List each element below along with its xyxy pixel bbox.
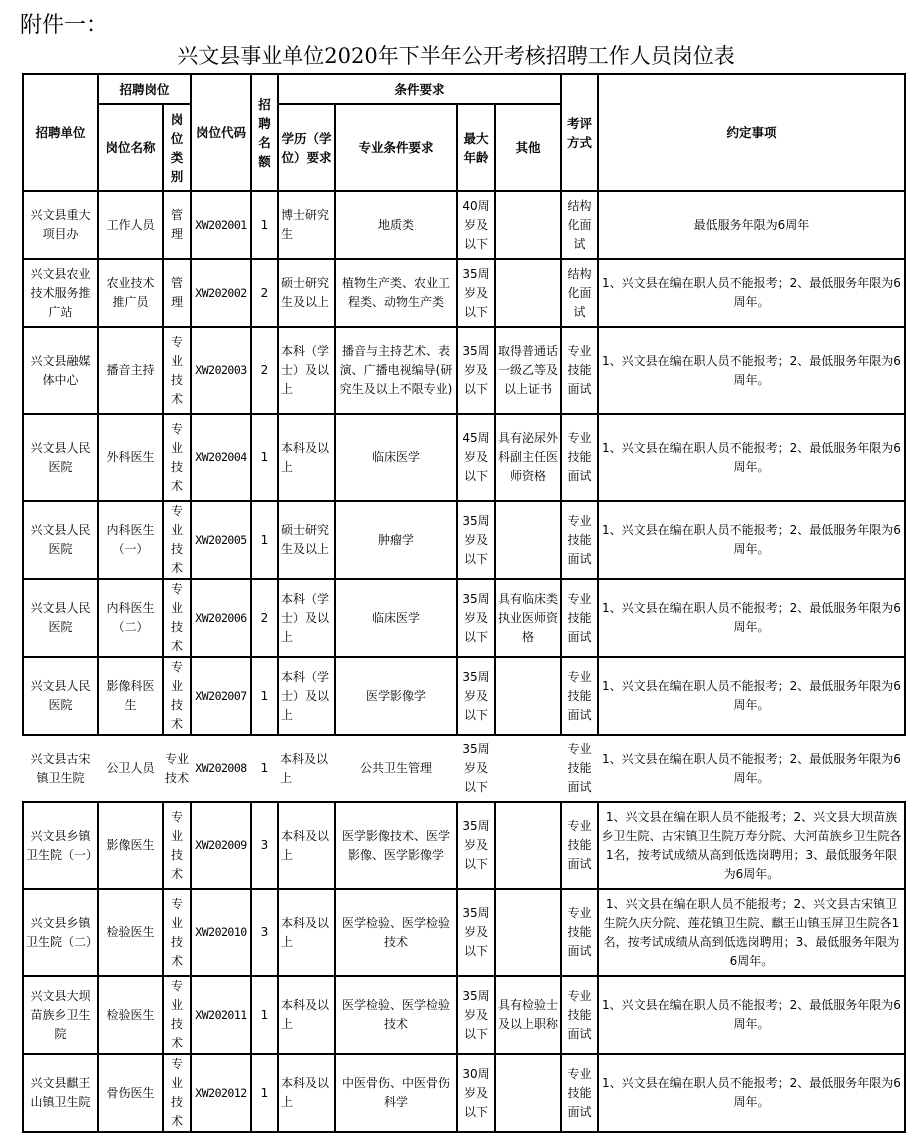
position-type-cell: 专业技术 (163, 657, 191, 735)
unit-cell: 兴文县人民医院 (23, 414, 98, 501)
position-name-cell: 工作人员 (98, 191, 163, 259)
position-code-cell: XW202005 (191, 501, 251, 579)
quota-cell: 1 (251, 191, 278, 259)
other-cell: 具有泌尿外科副主任医师资格 (495, 414, 561, 501)
major-cell: 地质类 (335, 191, 457, 259)
table-row (23, 327, 905, 414)
major-cell: 中医骨伤、中医骨伤科学 (335, 1054, 457, 1132)
position-name-cell: 内科医生（一） (98, 501, 163, 579)
assessment-cell: 专业技能面试 (567, 742, 592, 794)
notes-cell: 1、兴文县在编在职人员不能报考；2、最低服务年限为6周年。 (598, 1054, 905, 1132)
position-name-cell: 影像科医生 (98, 657, 163, 735)
quota-cell: 2 (251, 327, 278, 414)
position-code-cell: XW202009 (191, 802, 251, 889)
other-cell (495, 802, 561, 889)
position-type-cell: 专业技术 (163, 327, 191, 414)
table-row (23, 735, 905, 802)
other-cell (495, 889, 561, 976)
table-row (23, 191, 905, 259)
position-type-cell: 专业技术 (163, 802, 191, 889)
assessment-cell: 专业技能面试 (561, 889, 598, 976)
unit-cell: 兴文县人民医院 (23, 501, 98, 579)
max-age-cell: 45周岁及以下 (457, 414, 495, 501)
table-row (23, 259, 905, 327)
quota-cell: 2 (251, 579, 278, 657)
major-cell: 临床医学 (335, 579, 457, 657)
major-cell: 公共卫生管理 (359, 761, 432, 775)
position-code-cell: XW202010 (191, 889, 251, 976)
header-quota: 招聘名额 (251, 74, 278, 191)
quota-cell: 1 (251, 1054, 278, 1132)
unit-cell: 兴文县人民医院 (23, 579, 98, 657)
position-type-cell: 专业技术 (163, 579, 191, 657)
position-name-cell: 检验医生 (98, 889, 163, 976)
max-age-cell: 35周岁及以下 (457, 501, 495, 579)
max-age-cell: 35周岁及以下 (457, 657, 495, 735)
max-age-cell: 35周岁及以下 (457, 976, 495, 1054)
major-cell: 医学影像技术、医学影像、医学影像学 (335, 802, 457, 889)
position-type-cell: 专业技术 (163, 1054, 191, 1132)
notes-cell: 1、兴文县在编在职人员不能报考；2、兴文县古宋镇卫生院久庆分院、莲花镇卫生院、麒王山镇玉屏卫生院各1名，按考试成绩从高到低选岗聘用；3、最低服务年限为6周年。 (598, 889, 905, 976)
max-age-cell: 35周岁及以下 (457, 802, 495, 889)
position-type-cell: 专业技术 (163, 889, 191, 976)
position-name-cell: 骨伤医生 (98, 1054, 163, 1132)
position-type-cell: 专业技术 (163, 976, 191, 1054)
max-age-cell: 30周岁及以下 (457, 1054, 495, 1132)
positions-table (22, 73, 906, 1133)
unit-cell: 兴文县人民医院 (23, 657, 98, 735)
major-cell: 临床医学 (335, 414, 457, 501)
education-cell: 硕士研究生及以上 (278, 501, 335, 579)
position-name-cell: 内科医生（二） (98, 579, 163, 657)
header-position-type: 岗位类别 (163, 104, 191, 191)
notes-cell: 最低服务年限为6周年 (598, 191, 905, 259)
unit-cell: 兴文县大坝苗族乡卫生院 (23, 976, 98, 1054)
position-name-cell: 播音主持 (98, 327, 163, 414)
position-name-cell: 检验医生 (98, 976, 163, 1054)
major-cell: 播音与主持艺术、表演、广播电视编导(研究生及以上不限专业) (335, 327, 457, 414)
header-education: 学历（学位）要求 (278, 104, 335, 191)
position-code-cell: XW202004 (191, 414, 251, 501)
quota-cell: 2 (251, 259, 278, 327)
position-type-cell: 专业技术 (163, 501, 191, 579)
notes-cell: 1、兴文县在编在职人员不能报考；2、兴文县大坝苗族乡卫生院、古宋镇卫生院万寿分院、大河苗族乡卫生院各1名，按考试成绩从高到低选岗聘用；3、最低服务年限为6周年。 (598, 802, 905, 889)
table-row (23, 802, 905, 889)
position-code-cell: XW202001 (191, 191, 251, 259)
position-code-cell: XW202008 (195, 761, 247, 775)
quota-cell: 1 (251, 657, 278, 735)
notes-cell: 1、兴文县在编在职人员不能报考；2、最低服务年限为6周年。 (598, 579, 905, 657)
position-code-cell: XW202003 (191, 327, 251, 414)
assessment-cell: 专业技能面试 (561, 1054, 598, 1132)
max-age-cell: 35周岁及以下 (462, 742, 490, 794)
education-cell: 本科（学士）及以上 (278, 327, 335, 414)
quota-cell: 3 (251, 802, 278, 889)
header-unit: 招聘单位 (23, 74, 98, 191)
other-cell (495, 259, 561, 327)
other-cell (495, 735, 561, 802)
table-row (23, 976, 905, 1054)
max-age-cell: 35周岁及以下 (457, 327, 495, 414)
education-cell: 硕士研究生及以上 (278, 259, 335, 327)
position-code-cell: XW202012 (191, 1054, 251, 1132)
unit-cell: 兴文县麒王山镇卫生院 (23, 1054, 98, 1132)
position-code-cell: XW202011 (191, 976, 251, 1054)
education-cell: 本科及以上 (278, 889, 335, 976)
notes-cell: 1、兴文县在编在职人员不能报考；2、最低服务年限为6周年。 (598, 501, 905, 579)
position-name-cell: 外科医生 (98, 414, 163, 501)
assessment-cell: 专业技能面试 (561, 414, 598, 501)
position-type-cell: 专业技术 (165, 751, 190, 785)
table-row (23, 657, 905, 735)
position-type-cell: 管理 (163, 191, 191, 259)
unit-cell: 兴文县乡镇卫生院（二） (23, 889, 98, 976)
table-row (23, 414, 905, 501)
assessment-cell: 专业技能面试 (561, 657, 598, 735)
other-cell (495, 191, 561, 259)
major-cell: 医学检验、医学检验技术 (335, 889, 457, 976)
header-position-group: 招聘岗位 (98, 74, 191, 104)
position-code-cell: XW202002 (191, 259, 251, 327)
other-cell (495, 501, 561, 579)
header-assessment: 考评方式 (561, 74, 598, 191)
position-code-cell: XW202006 (191, 579, 251, 657)
header-notes: 约定事项 (598, 74, 905, 191)
major-cell: 植物生产类、农业工程类、动物生产类 (335, 259, 457, 327)
table-row (23, 501, 905, 579)
table-row (23, 1054, 905, 1132)
notes-cell: 1、兴文县在编在职人员不能报考；2、最低服务年限为6周年。 (598, 414, 905, 501)
other-cell: 具有临床类执业医师资格 (495, 579, 561, 657)
major-cell: 医学影像学 (335, 657, 457, 735)
quota-cell: 1 (260, 761, 269, 775)
header-position-name: 岗位名称 (98, 104, 163, 191)
major-cell: 肿瘤学 (335, 501, 457, 579)
position-code-cell: XW202007 (191, 657, 251, 735)
education-cell: 本科及以上 (280, 751, 329, 785)
education-cell: 本科及以上 (278, 1054, 335, 1132)
table-row (23, 579, 905, 657)
quota-cell: 1 (251, 976, 278, 1054)
assessment-cell: 结构化面试 (561, 191, 598, 259)
position-name-cell: 公卫人员 (106, 761, 155, 775)
education-cell: 本科及以上 (278, 802, 335, 889)
quota-cell: 1 (251, 414, 278, 501)
assessment-cell: 专业技能面试 (561, 579, 598, 657)
assessment-cell: 结构化面试 (561, 259, 598, 327)
page-title: 兴文县事业单位2020年下半年公开考核招聘工作人员岗位表 (177, 44, 735, 68)
unit-cell: 兴文县乡镇卫生院（一） (23, 802, 98, 889)
max-age-cell: 35周岁及以下 (457, 579, 495, 657)
education-cell: 博士研究生 (278, 191, 335, 259)
header-max-age: 最大年龄 (457, 104, 495, 191)
education-cell: 本科（学士）及以上 (278, 657, 335, 735)
max-age-cell: 35周岁及以下 (457, 259, 495, 327)
quota-cell: 1 (251, 501, 278, 579)
education-cell: 本科及以上 (278, 414, 335, 501)
position-name-cell: 影像医生 (98, 802, 163, 889)
notes-cell: 1、兴文县在编在职人员不能报考；2、最低服务年限为6周年。 (598, 259, 905, 327)
education-cell: 本科及以上 (278, 976, 335, 1054)
other-cell (495, 657, 561, 735)
max-age-cell: 40周岁及以下 (457, 191, 495, 259)
education-cell: 本科（学士）及以上 (278, 579, 335, 657)
assessment-cell: 专业技能面试 (561, 501, 598, 579)
unit-cell: 兴文县农业技术服务推广站 (23, 259, 98, 327)
position-type-cell: 专业技术 (163, 414, 191, 501)
other-cell: 具有检验士及以上职称 (495, 976, 561, 1054)
other-cell: 取得普通话一级乙等及以上证书 (495, 327, 561, 414)
unit-cell: 兴文县古宋镇卫生院 (30, 751, 91, 785)
header-position-code: 岗位代码 (191, 74, 251, 191)
attachment-label: 附件一： (20, 13, 109, 38)
header-major: 专业条件要求 (335, 104, 457, 191)
notes-cell: 1、兴文县在编在职人员不能报考；2、最低服务年限为6周年。 (598, 976, 905, 1054)
header-requirements-group: 条件要求 (278, 74, 561, 104)
assessment-cell: 专业技能面试 (561, 976, 598, 1054)
major-cell: 医学检验、医学检验技术 (335, 976, 457, 1054)
notes-cell: 1、兴文县在编在职人员不能报考；2、最低服务年限为6周年。 (598, 327, 905, 414)
assessment-cell: 专业技能面试 (561, 327, 598, 414)
unit-cell: 兴文县融媒体中心 (23, 327, 98, 414)
notes-cell: 1、兴文县在编在职人员不能报考；2、最低服务年限为6周年。 (598, 657, 905, 735)
assessment-cell: 专业技能面试 (561, 802, 598, 889)
notes-cell: 1、兴文县在编在职人员不能报考；2、最低服务年限为6周年。 (602, 751, 901, 785)
unit-cell: 兴文县重大项目办 (23, 191, 98, 259)
position-type-cell: 管理 (163, 259, 191, 327)
header-other: 其他 (495, 104, 561, 191)
max-age-cell: 35周岁及以下 (457, 889, 495, 976)
position-name-cell: 农业技术推广员 (98, 259, 163, 327)
quota-cell: 3 (251, 889, 278, 976)
table-row (23, 889, 905, 976)
other-cell (495, 1054, 561, 1132)
